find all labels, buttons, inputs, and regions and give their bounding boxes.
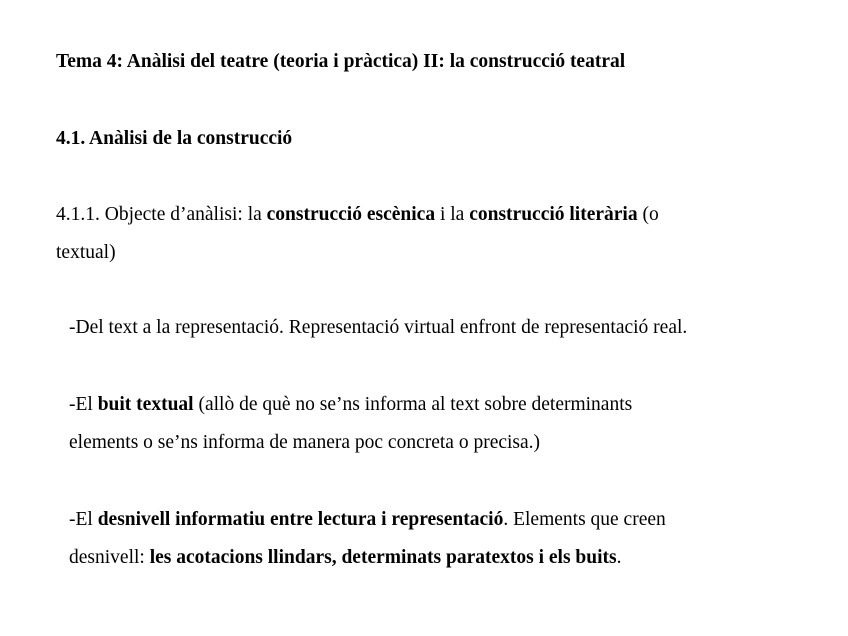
bold-term: buit textual: [97, 394, 194, 415]
paragraph-text: .: [616, 547, 622, 568]
document-title: Tema 4: Anàlisi del teatre (teoria i pràctica) II: la construcció teatral: [56, 51, 626, 72]
section-heading: 4.1. Anàlisi de la construcció: [56, 128, 293, 149]
bullet-paragraph-2-line-1: [69, 393, 632, 417]
subsection-text: 4.1.1. Objecte d’anàlisi: la: [56, 204, 267, 225]
subsection-text: (o: [637, 204, 659, 225]
paragraph-text: . Elements que creen: [503, 509, 666, 530]
paragraph-text: -El: [69, 509, 98, 530]
bullet-paragraph-3-line-1: [69, 508, 666, 532]
bullet-paragraph-2-line-2: elements o se’ns informa de manera poc concreta o precisa.): [69, 432, 541, 453]
bullet-paragraph-1: -Del text a la representació. Representació virtual enfront de representació real.: [69, 317, 688, 338]
bold-term: les acotacions llindars, determinats paratextos i els buits: [149, 547, 617, 568]
paragraph-text: -El: [69, 394, 98, 415]
paragraph-text: desnivell:: [69, 547, 150, 568]
bold-term: desnivell informatiu entre lectura i representació: [97, 509, 504, 530]
subsection-bold-term: construcció escènica: [266, 204, 436, 225]
subsection-heading-line-1: [56, 203, 659, 227]
paragraph-text: (allò de què no se’ns informa al text sobre determinants: [193, 394, 633, 415]
subsection-heading-line-2: textual): [56, 242, 116, 263]
bullet-paragraph-3-line-2: [69, 546, 621, 570]
subsection-bold-term: construcció literària: [469, 204, 638, 225]
subsection-text: i la: [435, 204, 470, 225]
